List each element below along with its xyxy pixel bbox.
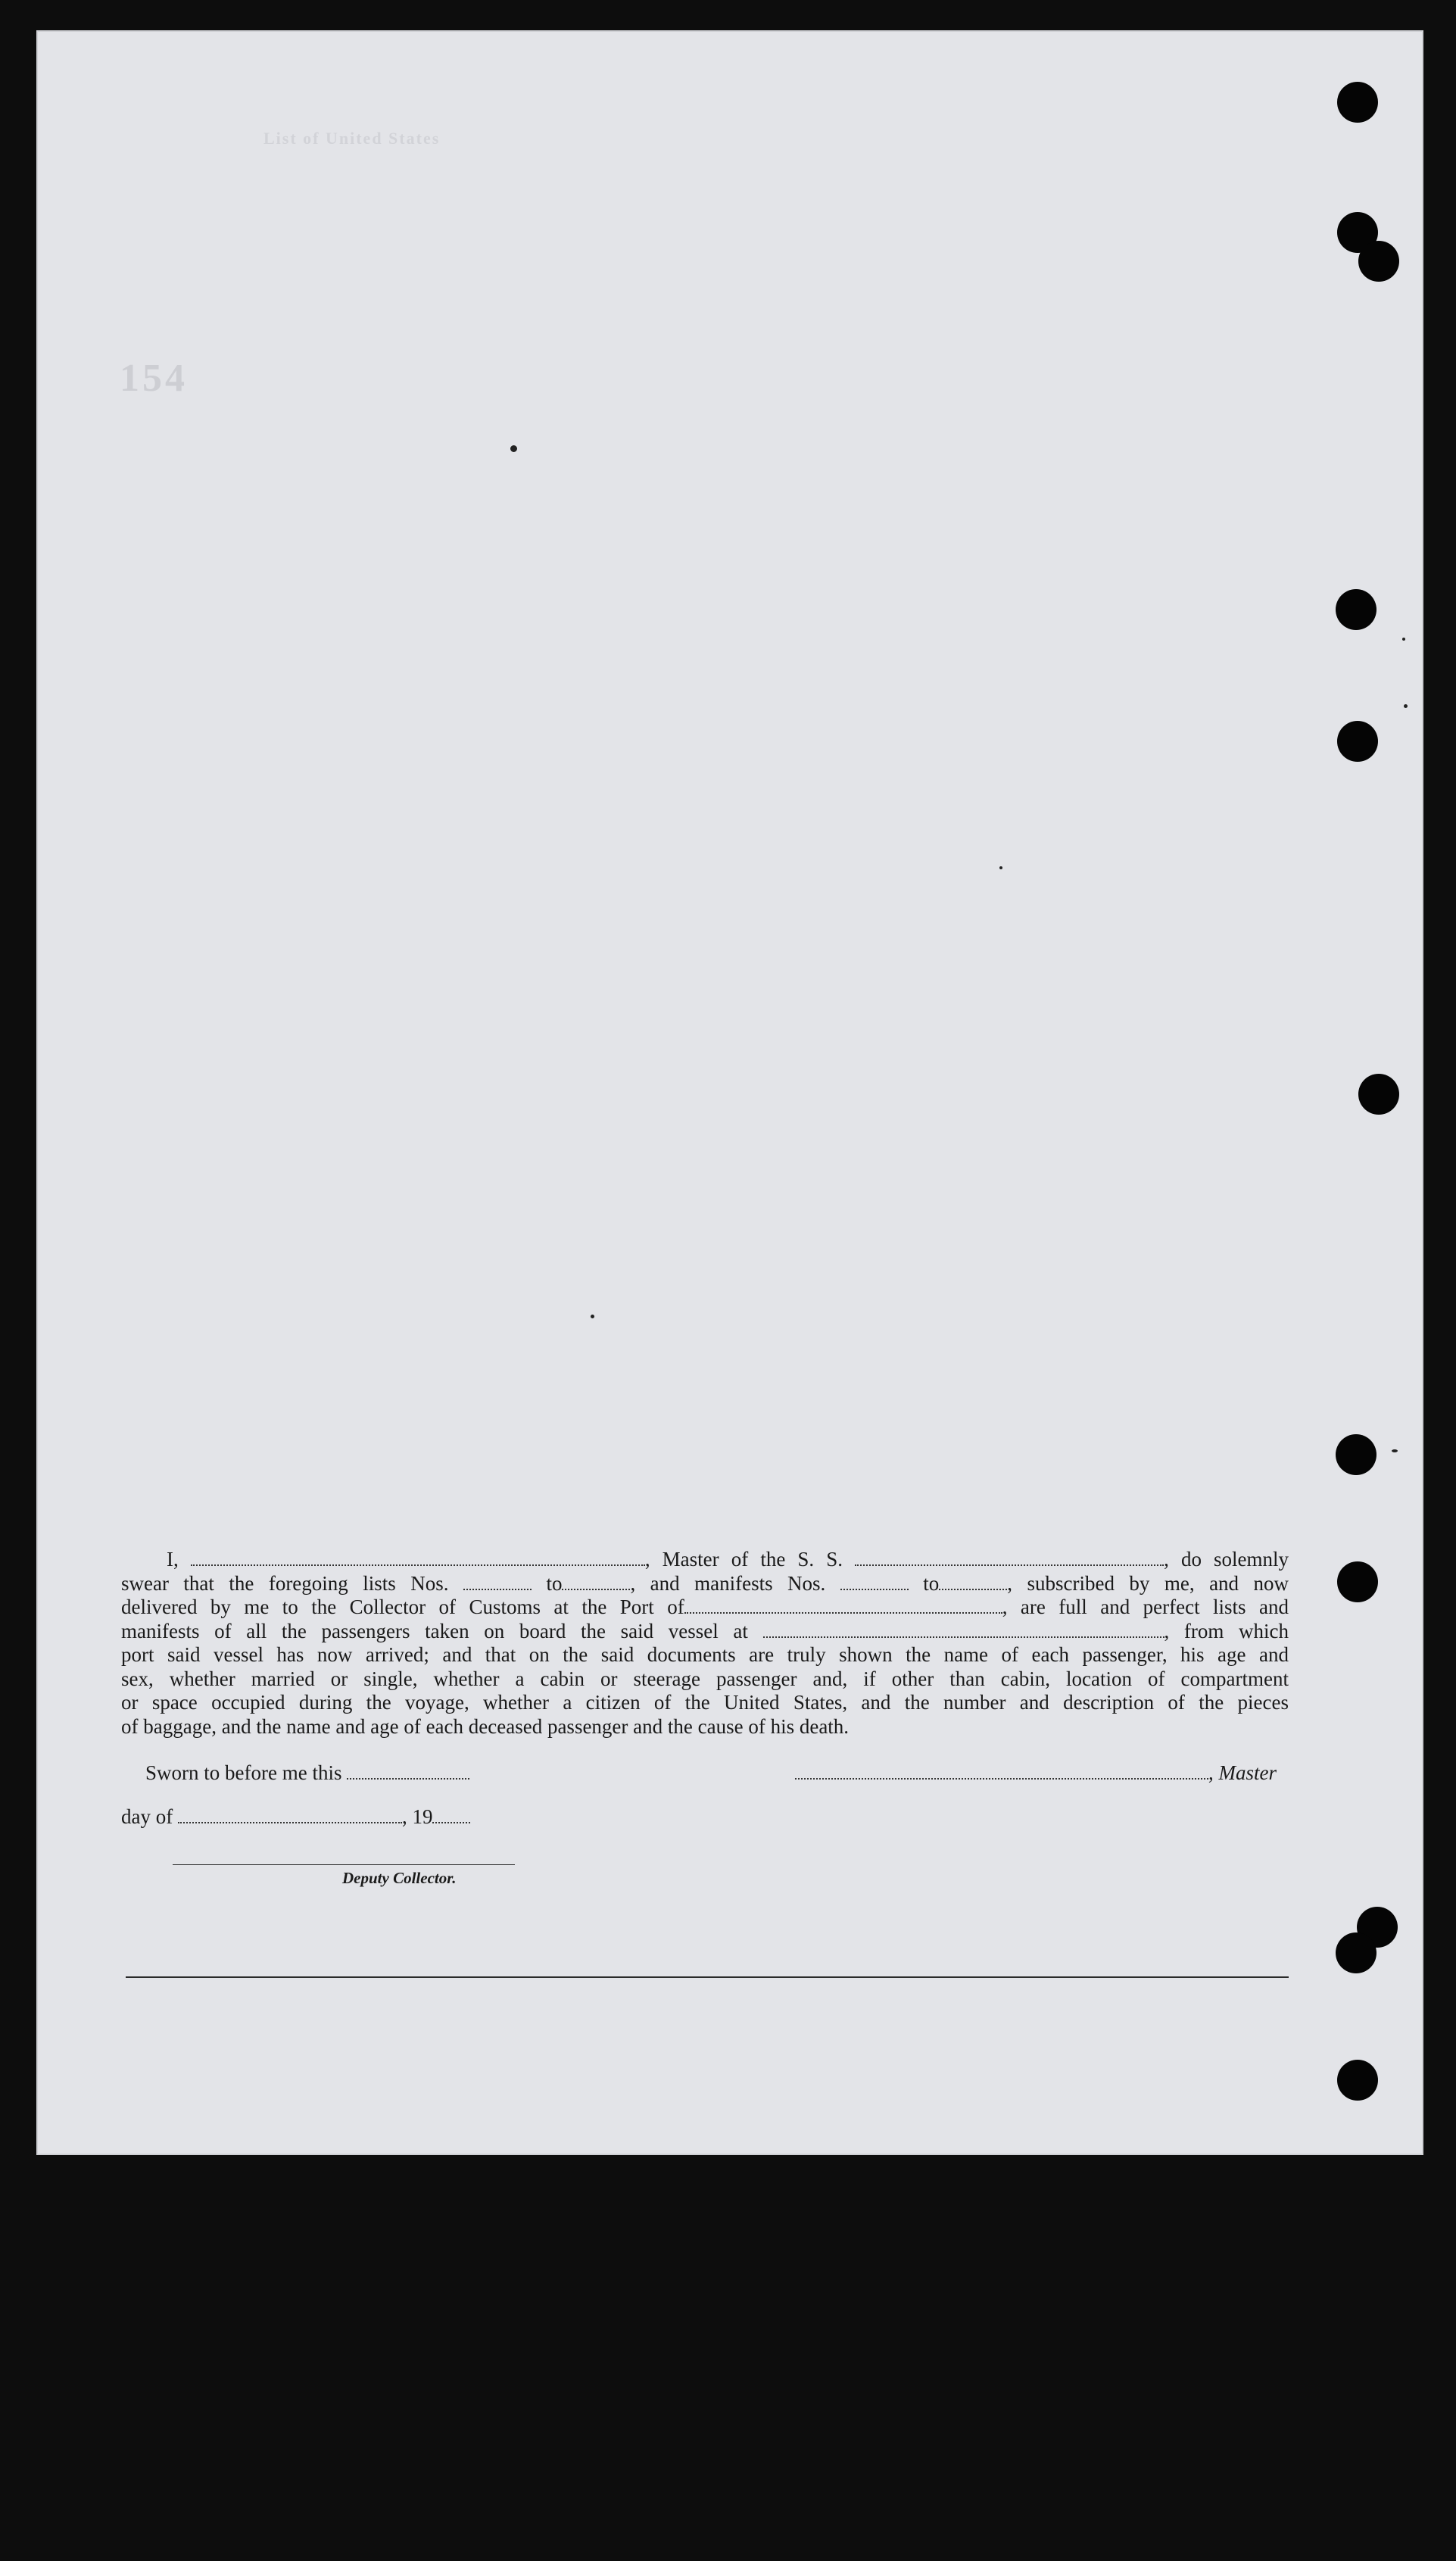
- punch-hole: [1336, 589, 1376, 630]
- bottom-rule: [126, 1976, 1289, 1978]
- sworn-label: Sworn to before me this: [145, 1761, 342, 1784]
- punch-hole: [1358, 241, 1399, 282]
- punch-hole: [1336, 1434, 1376, 1475]
- punch-hole: [1337, 721, 1378, 762]
- oath-line-1: [121, 1548, 1289, 1572]
- deputy-signature-line[interactable]: [173, 1864, 515, 1865]
- month-field[interactable]: [178, 1807, 402, 1823]
- oath-line-8: of baggage, and the name and age of each deceased passenger and the cause of his death.: [121, 1714, 850, 1738]
- master-signature-row: [795, 1761, 1277, 1785]
- punch-hole: [1336, 1932, 1376, 1973]
- oath-master-of-ss: , Master of the S. S.: [644, 1548, 843, 1571]
- document-page: [36, 30, 1423, 2155]
- faded-header: List of United States: [263, 129, 441, 148]
- day-of-row: [121, 1805, 470, 1829]
- dust-speck: [999, 866, 1002, 869]
- dust-speck: [510, 445, 517, 452]
- dust-speck: [591, 1315, 594, 1318]
- oath-subscribed: , subscribed by me, and now: [1007, 1571, 1289, 1595]
- oath-line-3: [121, 1596, 1289, 1620]
- oath-line-2: [121, 1572, 1289, 1596]
- oath-manifests-all: manifests of all the passengers taken on board the said vessel at: [121, 1619, 748, 1642]
- oath-to-2: to: [923, 1571, 940, 1595]
- sworn-date-field[interactable]: [347, 1763, 469, 1780]
- deputy-collector-label: Deputy Collector.: [342, 1869, 457, 1887]
- day-of-label: day of: [121, 1805, 173, 1828]
- oath-i: I,: [167, 1548, 179, 1571]
- year-prefix: , 19: [401, 1805, 433, 1828]
- master-signature-field[interactable]: [795, 1763, 1208, 1780]
- punch-hole: [1358, 1074, 1399, 1115]
- list-no-to-field[interactable]: [562, 1574, 630, 1590]
- oath-do-solemnly: , do solemnly: [1164, 1548, 1289, 1571]
- punch-hole: [1337, 82, 1378, 123]
- faded-page-number: 154: [120, 357, 188, 400]
- punch-hole: [1337, 1561, 1378, 1602]
- list-no-from-field[interactable]: [463, 1574, 532, 1590]
- oath-full-perfect: , are full and perfect lists and: [1002, 1596, 1289, 1618]
- manifest-no-to-field[interactable]: [939, 1574, 1007, 1590]
- oath-line-5: port said vessel has now arrived; and that on the said documents are truly shown the name of each passenger, his age and: [121, 1643, 1289, 1666]
- sworn-row: [145, 1761, 469, 1785]
- dust-speck: [1402, 638, 1405, 641]
- master-label: , Master: [1208, 1761, 1277, 1784]
- oath-swear: swear that the foregoing lists Nos.: [121, 1571, 449, 1595]
- oath-to-1: to: [546, 1571, 563, 1595]
- dust-speck: [1392, 1449, 1398, 1452]
- vessel-name-field[interactable]: [855, 1549, 1164, 1566]
- oath-delivered: delivered by me to the Collector of Customs at the Port of: [121, 1596, 684, 1618]
- oath-line-6: sex, whether married or single, whether a cabin or steerage passenger and, if other than cabin, location of compartment: [121, 1667, 1289, 1690]
- oath-line-7: or space occupied during the voyage, whether a citizen of the United States, and the number and description of the pieces: [121, 1691, 1289, 1714]
- port-field[interactable]: [684, 1597, 1002, 1614]
- year-field[interactable]: [432, 1807, 470, 1823]
- oath-paragraph: [121, 1548, 1289, 1739]
- oath-from-which: , from which: [1164, 1619, 1289, 1642]
- boarding-port-field[interactable]: [763, 1621, 1164, 1638]
- dust-speck: [1404, 704, 1408, 708]
- master-name-field[interactable]: [191, 1549, 645, 1566]
- manifest-no-from-field[interactable]: [840, 1574, 909, 1590]
- oath-line-4: [121, 1620, 1289, 1644]
- punch-hole: [1337, 2060, 1378, 2101]
- oath-manifests: , and manifests Nos.: [630, 1571, 826, 1595]
